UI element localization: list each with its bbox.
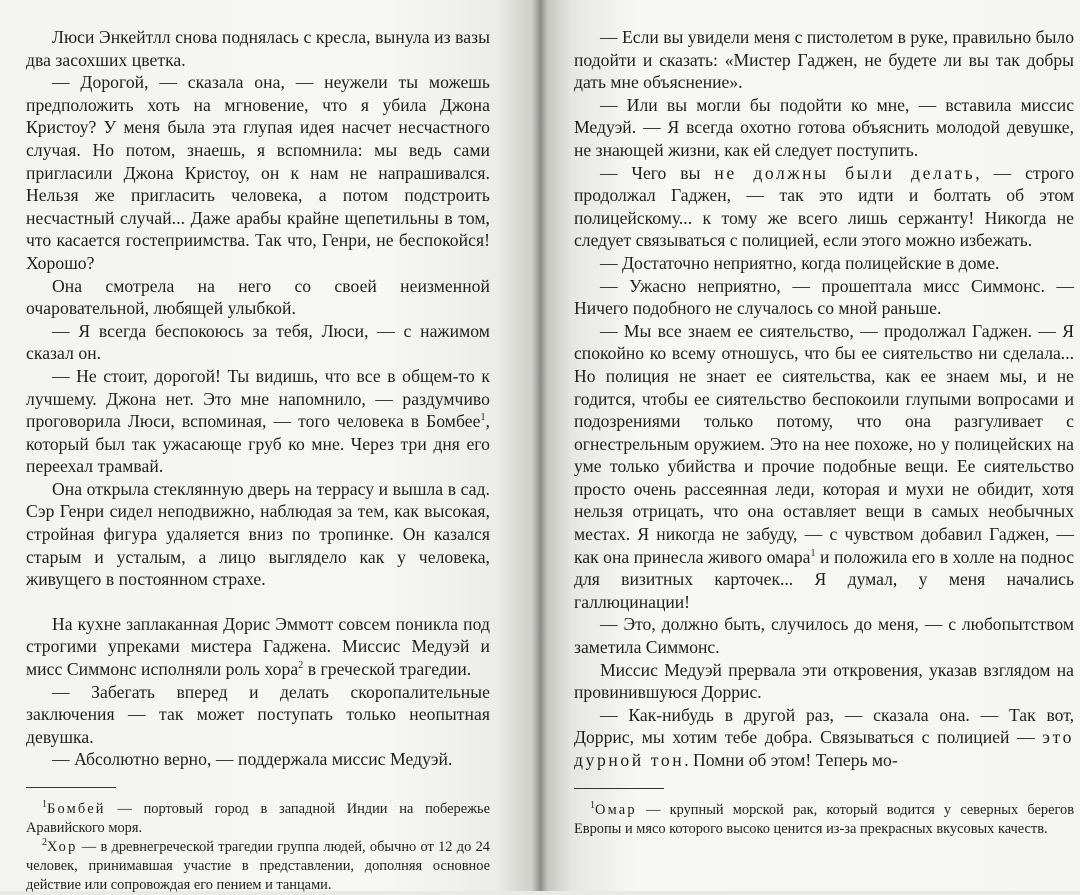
paragraph: — Ужасно неприятно, — прошептала мисс Симмонс. — Ничего подобного не случалось со мной раньше. [574,275,1074,319]
paragraph [26,365,490,478]
footnote-term: Хор [47,839,78,855]
emphasis-text: не должны были делать [714,162,976,183]
paragraph: — Я всегда беспокоюсь за тебя, Люси, — с нажимом сказал он. [26,320,490,364]
paragraph-text: — Не стоит, дорогой! Ты видишь, что все в общем-то к лучшему. Джона нет. Это мне напомнило, — раздумчиво проговорила Люси, вспоминая, — того человека в Бомбее [26,365,490,432]
footnote-text: — в древнегреческой трагедии группа людей, обычно от 12 до 24 человек, принимавшая участие в представлении, дополняя основное действие или сопровождая его пением и танцами. [26,839,490,893]
paragraph-text: , который был так ужасающе груб ко мне. Через три дня его переехал трамвай. [26,411,490,477]
paragraph [574,704,1074,772]
footnote [574,801,1074,839]
paragraph: — Дорогой, — сказала она, — неужели ты можешь предположить хоть на мгновение, что я убила Джона Кристоу? У меня была эта глупая идея насчет несчастного случая. Но потом, знаешь, я вспомнила: мы ведь сами пригласили Джона Кристоу, он к нам не напрашивался. Нельзя же пригласить человека, а потом подстроить несчастный случай... Даже арабы крайне щепетильны в том, что касается гостеприимства. Так что, Генри, не беспокойся! Хорошо? [26,72,490,273]
paragraph: Миссис Медуэй прервала эти откровения, указав взглядом на провинившуюся Доррис. [574,659,1074,703]
footnote-text: — портовый город в западной Индии на побережье Аравийского моря. [26,801,490,836]
paragraph [574,162,1074,252]
paragraph-text: — Как-нибудь в другой раз, — сказала она. — Так вот, Доррис, мы хотим тебе добра. Связываться с полицией — [574,704,1074,748]
footnote-term: Омар [595,801,637,818]
paragraph: Люси Энкейтлл снова поднялась с кресла, вынула из вазы два засохших цветка. [26,27,490,70]
footnote-term: Бомбей [47,801,106,817]
paragraph: — Достаточно неприятно, когда полицейские в доме. [600,252,1000,273]
paragraph [574,320,1074,614]
paragraph-text: , — строго продолжал Гаджен, — так это идти и болтать об этом полицейскому... к тому же всего лишь сержанту! Никогда не следует связываться с полицией, если этого можно избежать. [574,162,1075,251]
paragraph: — Забегать вперед и делать скоропалительные заключения — так может поступать только неопытная девушка. [26,681,490,747]
paragraph: Она открыла стеклянную дверь на террасу и вышла в сад. Сэр Генри сидел неподвижно, наблюдая за тем, как высокая, стройная фигура удаляется вниз по тропинке. Он казался старым и усталым, а лицо выглядело как у человека, живущего в постоянном страхе. [26,478,490,590]
paragraph: — Абсолютно верно, — поддержала миссис Медуэй. [52,749,453,770]
footnote-text: — крупный морской рак, который водится у северных берегов Европы и мясо которого высоко ценится из-за прекрасных вкусовых качеств. [574,801,1074,837]
footnote-mark: 2 [42,837,47,849]
paragraph: Она смотрела на него со своей неизменной очаровательной, любящей улыбкой. [26,275,490,319]
footnote-mark: 1 [590,799,595,811]
paragraph: — Если вы увидели меня с пистолетом в руке, правильно было подойти и сказать: «Мистер Гаджен, не будете ли вы так добры дать мне объяснение». [574,27,1074,93]
footnote-divider [26,787,116,788]
footnote [26,800,490,838]
paragraph-text: На кухне заплаканная Дорис Эммотт совсем поникла под строгими упреками мистера Гаджена. Миссис Медуэй и мисс Симмонс исполняли роль хора [26,613,490,680]
right-page [540,0,1080,891]
paragraph-text: — Мы все знаем ее сиятельство, — продолжал Гаджен. — Я спокойно ко всему отношусь, что бы ее сиятельство ни сделала... Но полиция не знает ее сиятельства, как ее знаем мы, и не годится, чтобы ее сиятельство беспокоили глупыми вопросами и подозрениями только потому, что она разгуливает с огнестрельным оружием. Это на нее похоже, но у полицейских на уме только убийства и прочие подобные вещи. Ее сиятельство просто очень рассеянная леди, которая и мухи не обидит, хотя нельзя отрицать, что она оставляет вещи в самых необычных местах. Я никогда не забуду, — с чувством добавил Гаджен, — как она принесла живого омара [574,320,1074,567]
paragraph-text: в греческой трагедии. [303,659,472,680]
footnote-ref: 2 [298,660,304,672]
right-footnotes [574,801,1074,839]
left-page [0,0,540,891]
emphasis-text: это дурной тон [574,727,1074,770]
left-page-text [26,26,490,771]
left-footnotes [26,800,490,895]
paragraph: — Или вы могли бы подойти ко мне, — вставила миссис Медуэй. — Я всегда охотно готова объяснить молодой девушке, не знающей жизни, как ей следует поступить. [574,94,1074,160]
paragraph-text: и положила его в холле на поднос для визитных карточек... Я думал, у меня начались галлюцинации! [574,546,1074,612]
paragraph [26,613,490,681]
paragraph-text: . Помни об этом! Теперь мо- [684,750,898,770]
paragraph: — Это, должно быть, случилось до меня, — с любопытством заметила Симмонс. [574,614,1074,658]
footnote-ref: 1 [480,412,486,424]
footnote-mark: 1 [42,799,47,811]
paragraph-text: — Чего вы [600,162,715,183]
footnote-divider [574,788,664,789]
footnote-ref: 1 [810,547,816,559]
right-page-text [574,26,1074,772]
footnote [26,838,490,895]
